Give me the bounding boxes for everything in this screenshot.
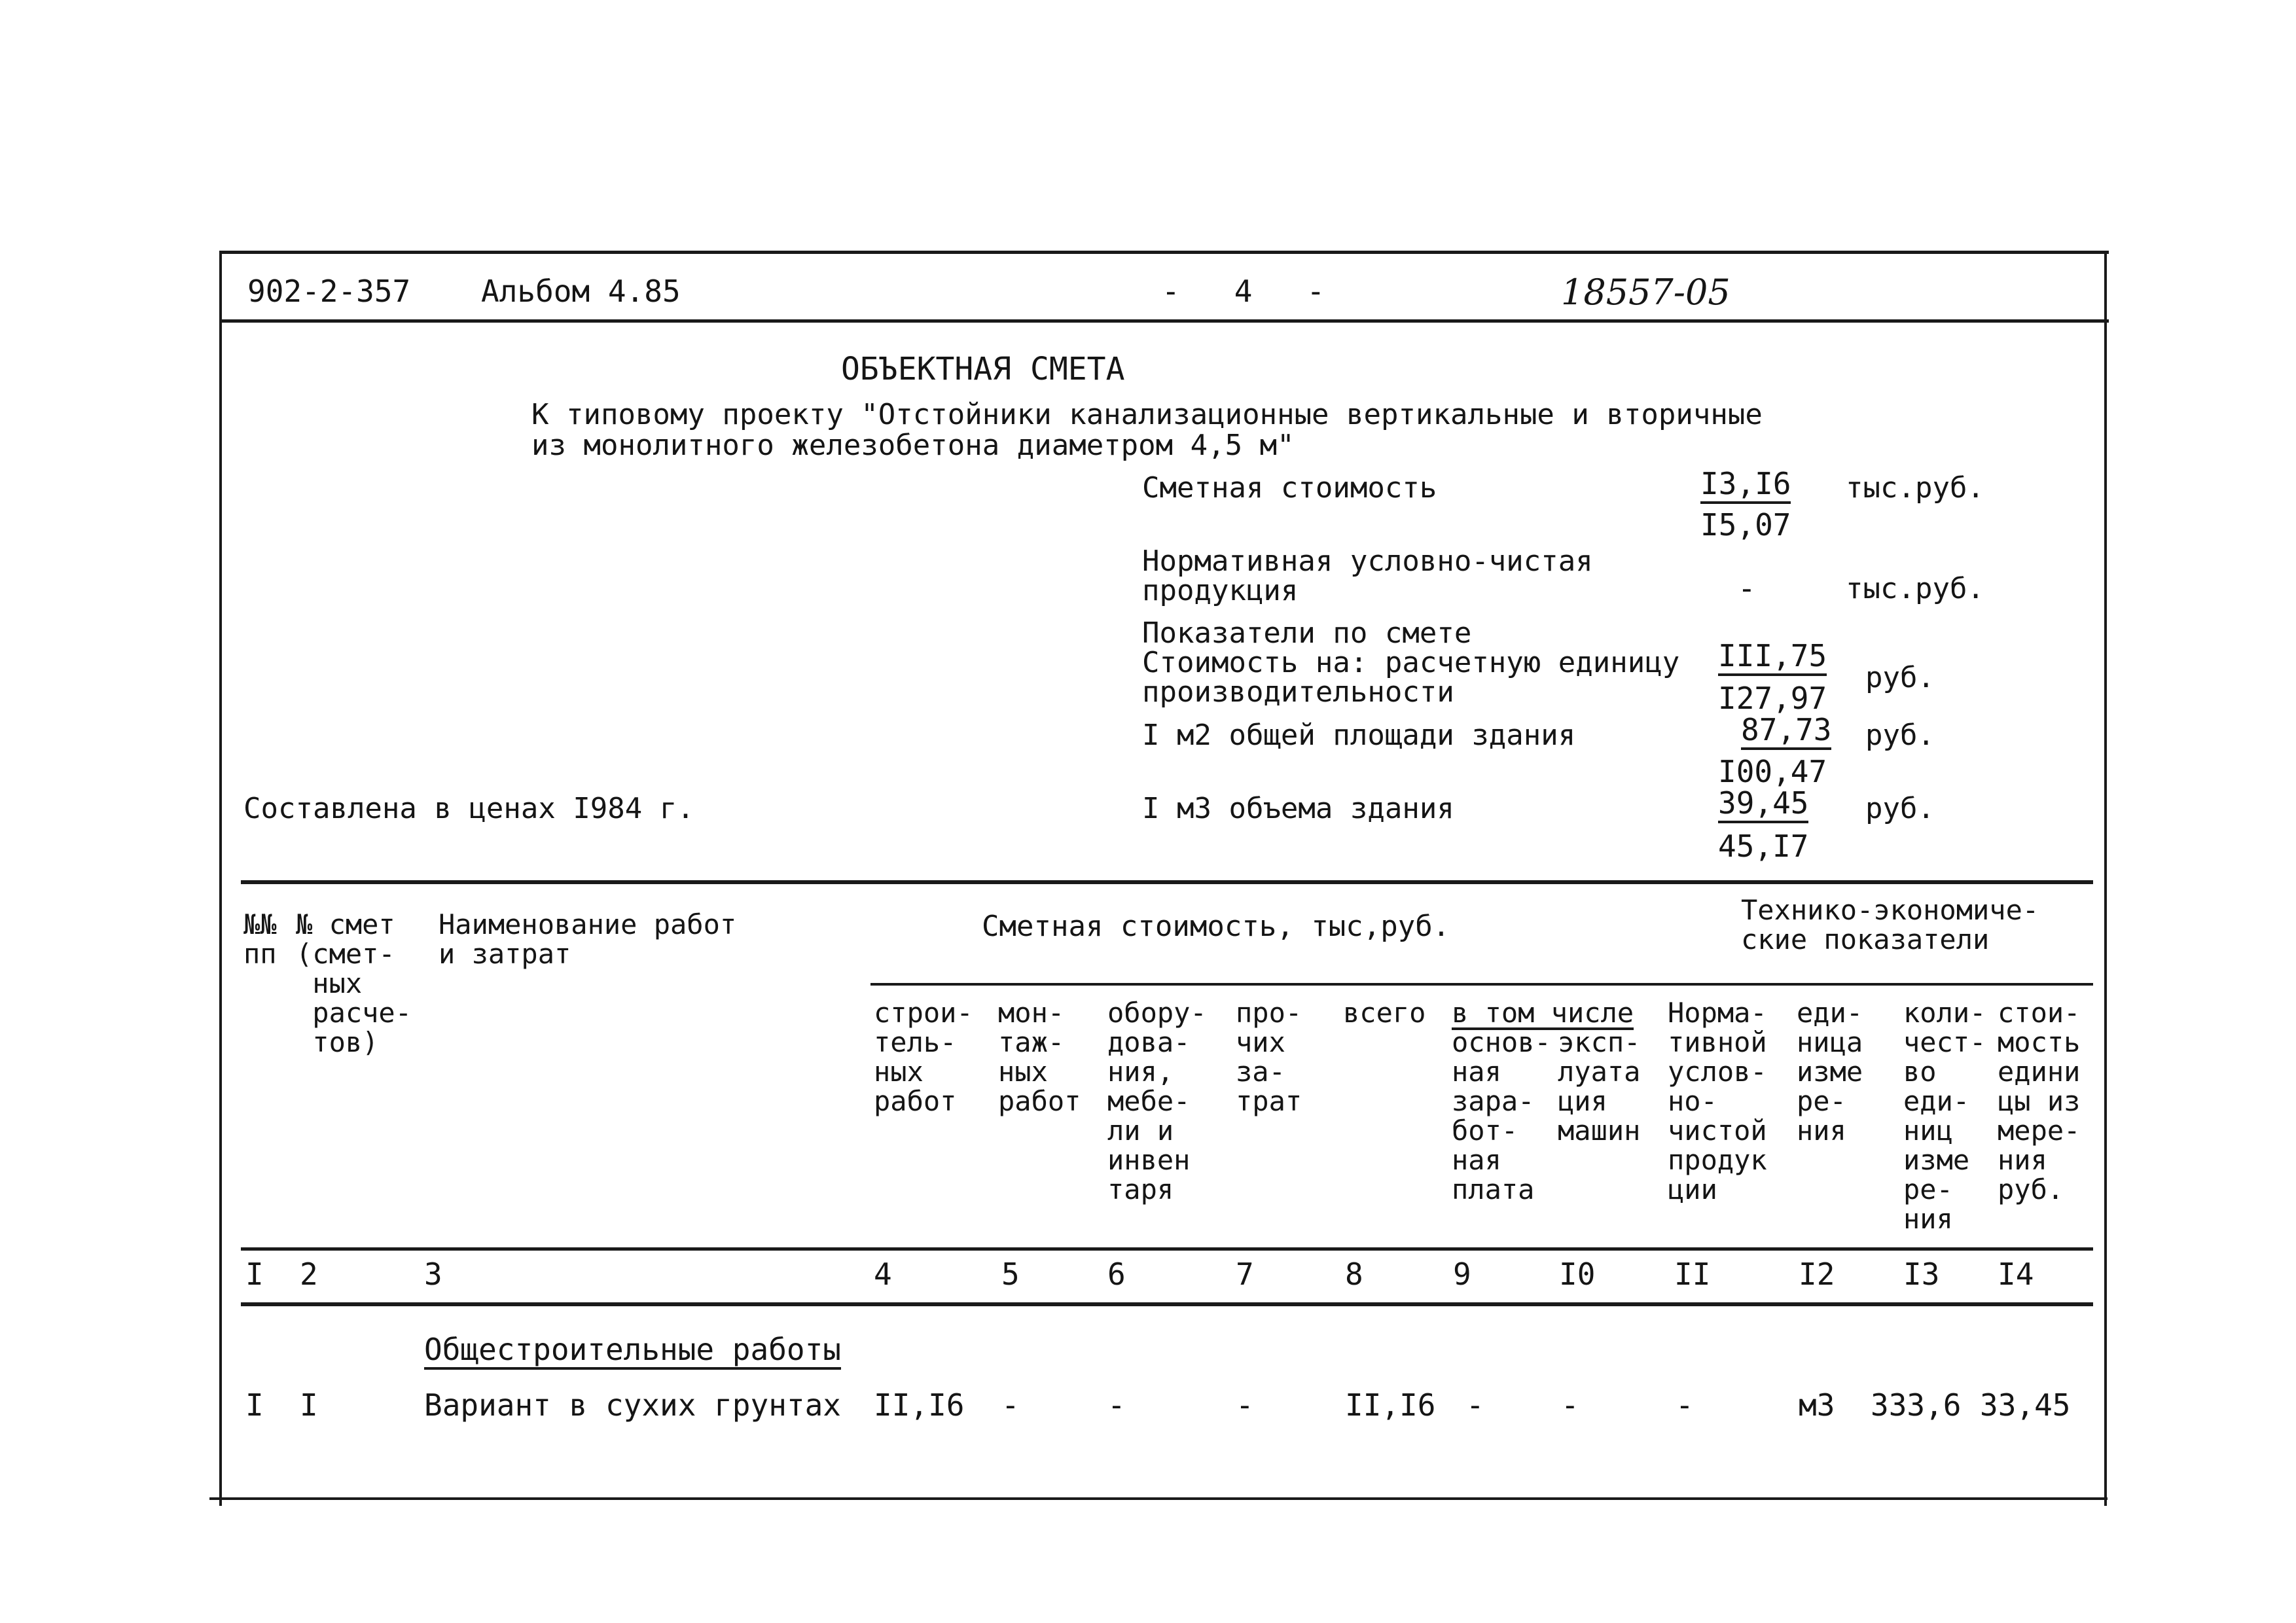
- frame-right-rule: [2104, 251, 2107, 1506]
- estimated-cost-numerator: I3,I6: [1700, 466, 1791, 504]
- cell-installation: -: [1001, 1387, 1020, 1423]
- normative-unit: тыс.руб.: [1846, 572, 1984, 605]
- col-header-total: всего: [1343, 997, 1426, 1029]
- area-denominator: I00,47: [1718, 754, 1827, 789]
- volume-denominator: 45,I7: [1718, 829, 1809, 864]
- cell-other: -: [1236, 1387, 1254, 1423]
- volume-label: I м3 объема здания: [1142, 792, 1454, 825]
- estimated-cost-denominator: I5,07: [1700, 507, 1791, 543]
- header-bottom-rule: [219, 319, 2109, 323]
- column-number-bottom-rule: [241, 1302, 2093, 1306]
- album-label: Альбом 4.85: [481, 274, 681, 309]
- col-group-technical-indicators: Технико-экономиче- ские показатели: [1741, 894, 2039, 955]
- estimated-cost-unit: тыс.руб.: [1846, 471, 1984, 505]
- column-number: I3: [1903, 1257, 1940, 1292]
- table-top-rule: [241, 880, 2093, 884]
- normative-label-line-2: продукция: [1142, 574, 1299, 607]
- area-numerator: 87,73: [1741, 712, 1831, 750]
- column-number: 7: [1236, 1257, 1254, 1292]
- col-group-estimated-cost: Сметная стоимость, тыс,руб.: [982, 910, 1450, 943]
- cell-item-number: I: [245, 1387, 264, 1423]
- subheader-rule: [870, 983, 2093, 986]
- col-header-estimate-number: № смет (смет- ных расче- тов): [296, 908, 412, 1058]
- col-header-work-name: Наименование работ и затрат: [439, 908, 737, 970]
- cell-unit-cost: 33,45: [1980, 1387, 2071, 1423]
- cell-equipment: -: [1107, 1387, 1126, 1423]
- area-label: I м2 общей площади здания: [1142, 719, 1576, 752]
- indicators-label: Показатели по смете: [1142, 616, 1472, 650]
- section-title: Общестроительные работы: [424, 1332, 841, 1370]
- estimated-cost-label: Сметная стоимость: [1142, 471, 1437, 505]
- volume-unit: руб.: [1865, 792, 1935, 825]
- document-number: 18557-05: [1561, 272, 1731, 313]
- volume-numerator: 39,45: [1718, 785, 1808, 823]
- normative-label-line-1: Нормативная условно-чистая: [1142, 544, 1593, 578]
- col-header-construction: строи- тель- ных работ: [874, 997, 973, 1117]
- page-number: - 4 -: [1162, 274, 1325, 309]
- cell-machinery: -: [1561, 1387, 1579, 1423]
- col-header-including: в том числе: [1452, 997, 1634, 1029]
- column-number: 5: [1001, 1257, 1020, 1292]
- per-unit-numerator: III,75: [1718, 638, 1827, 676]
- column-number: I: [245, 1257, 264, 1292]
- col-header-unit-cost: стои- мость едини цы из мере- ния руб.: [1998, 997, 2081, 1205]
- per-unit-label-line-2: производительности: [1142, 675, 1454, 709]
- cell-construction: II,I6: [874, 1387, 965, 1423]
- column-number: 9: [1453, 1257, 1471, 1292]
- col-header-quantity: коли- чест- во еди- ниц изме ре- ния: [1903, 997, 1986, 1235]
- subtitle-line-2: из монолитного железобетона диаметром 4,5 м": [531, 429, 1295, 462]
- column-number: 8: [1345, 1257, 1363, 1292]
- project-code: 902-2-357: [247, 274, 411, 309]
- cell-work-name: Вариант в сухих грунтах: [424, 1387, 841, 1423]
- col-header-normative: Норма- тивной услов- но- чистой продук ции: [1668, 997, 1767, 1205]
- subtitle-line-1: К типовому проекту "Отстойники канализационные вертикальные и вторичные: [531, 398, 1763, 431]
- column-number: I4: [1998, 1257, 2034, 1292]
- column-number: 4: [874, 1257, 892, 1292]
- column-number: I0: [1559, 1257, 1596, 1292]
- area-unit: руб.: [1865, 719, 1935, 752]
- cell-wages: -: [1466, 1387, 1484, 1423]
- column-number-top-rule: [241, 1247, 2093, 1251]
- col-header-installation: мон- таж- ных работ: [998, 997, 1081, 1117]
- per-unit-unit: руб.: [1865, 661, 1935, 694]
- cell-total: II,I6: [1345, 1387, 1436, 1423]
- col-header-wages: основ- ная зара- бот- ная плата: [1452, 1026, 1551, 1205]
- cell-quantity: 333,6: [1871, 1387, 1962, 1423]
- frame-top-rule: [219, 251, 2109, 254]
- cell-unit: м3: [1799, 1387, 1835, 1423]
- col-header-machinery: эксп- луата ция машин: [1558, 1026, 1641, 1147]
- cell-normative: -: [1676, 1387, 1694, 1423]
- col-header-other: про- чих за- трат: [1236, 997, 1302, 1117]
- cell-estimate-number: I: [300, 1387, 318, 1423]
- document-title: ОБЪЕКТНАЯ СМЕТА: [841, 351, 1125, 387]
- column-number: II: [1674, 1257, 1711, 1292]
- column-number: I2: [1799, 1257, 1835, 1292]
- col-header-unit: еди- ница изме ре- ния: [1797, 997, 1863, 1147]
- col-header-equipment: обору- дова- ния, мебе- ли и инвен таря: [1107, 997, 1207, 1205]
- per-unit-label-line-1: Стоимость на: расчетную единицу: [1142, 646, 1680, 679]
- frame-left-rule: [219, 251, 222, 1506]
- per-unit-denominator: I27,97: [1718, 681, 1827, 716]
- column-number: 6: [1107, 1257, 1126, 1292]
- frame-bottom-rule: [209, 1497, 2108, 1500]
- prices-note: Составлена в ценах I984 г.: [243, 792, 694, 825]
- column-number: 2: [300, 1257, 318, 1292]
- column-number: 3: [424, 1257, 442, 1292]
- normative-value: -: [1738, 571, 1756, 606]
- col-header-item-number: №№ пп: [243, 908, 277, 970]
